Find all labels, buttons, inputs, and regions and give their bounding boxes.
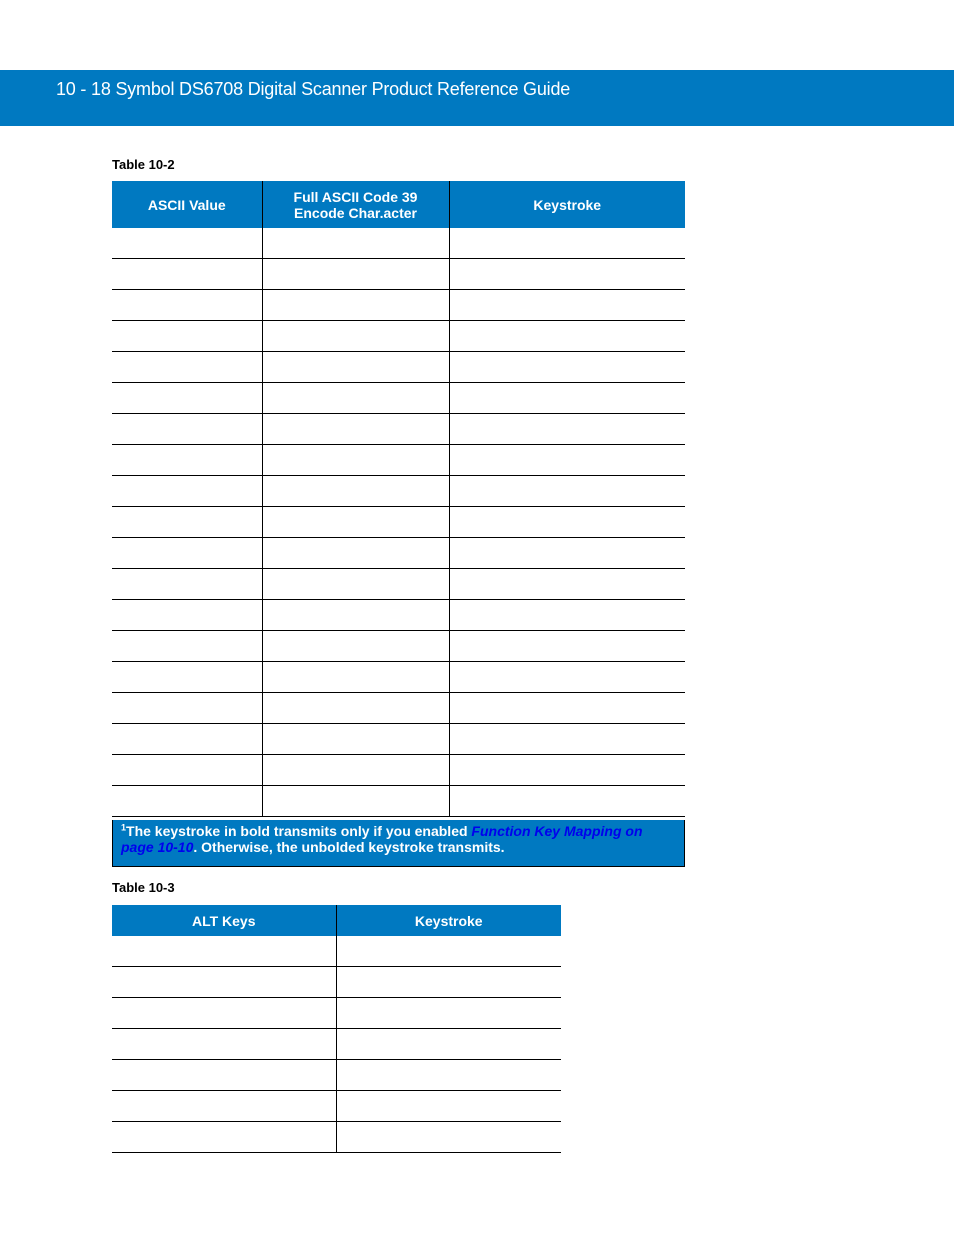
table-cell [112,321,262,352]
footnote-marker: 1 [121,822,127,833]
table-cell [112,352,262,383]
table-cell [449,259,685,290]
table-row [112,967,561,998]
table-cell [112,936,336,967]
table-cell [112,228,262,259]
table-cell [262,662,449,693]
table-cell [262,383,449,414]
table-cell [449,476,685,507]
table-header-row [112,181,685,228]
table-cell [449,507,685,538]
table-cell [449,445,685,476]
table-cell [112,414,262,445]
table-row [112,631,685,662]
table-row [112,352,685,383]
table-cell [262,445,449,476]
table-row [112,662,685,693]
table-cell [262,538,449,569]
table-cell [112,445,262,476]
table-cell [112,1091,336,1122]
table-cell [449,414,685,445]
table-cell [262,569,449,600]
table-cell [262,507,449,538]
column-header-ascii-value: ASCII Value [112,181,262,228]
table-cell [262,259,449,290]
table-cell [449,600,685,631]
column-header-line: Encode Char.acter [294,204,417,221]
table-cell [112,538,262,569]
table-cell [449,290,685,321]
table-cell [449,662,685,693]
table-row [112,445,685,476]
table-cell [336,1122,561,1153]
table-row [112,259,685,290]
table-cell [262,321,449,352]
table-footnote [112,820,685,867]
table-cell [112,1122,336,1153]
table-cell [112,507,262,538]
table-cell [262,352,449,383]
table-cell [112,476,262,507]
table-cell [336,936,561,967]
table-cell [262,693,449,724]
table-row [112,600,685,631]
table-cell [262,755,449,786]
column-header-keystroke: Keystroke [449,181,685,228]
table-cell [336,1091,561,1122]
table-row [112,383,685,414]
table-cell [112,569,262,600]
table-cell [112,600,262,631]
table-cell [449,569,685,600]
table-row [112,507,685,538]
table-cell [262,228,449,259]
table-cell [449,786,685,817]
table-row [112,228,685,259]
table-row [112,1122,561,1153]
table-row [112,569,685,600]
table-row [112,1091,561,1122]
table-row [112,321,685,352]
table-cell [262,786,449,817]
table-cell [262,290,449,321]
table-cell [262,631,449,662]
column-header-alt-keys: ALT Keys [112,905,336,936]
table-row [112,936,561,967]
table-cell [449,755,685,786]
table-cell [112,290,262,321]
table-cell [262,724,449,755]
table-cell [336,1029,561,1060]
table-cell [336,967,561,998]
page-header-title: 10 - 18 Symbol DS6708 Digital Scanner Product Reference Guide [56,79,571,99]
table-row [112,538,685,569]
column-header-keystroke: Keystroke [336,905,561,936]
footnote-text: The keystroke in bold transmits only if you enabled [126,823,472,839]
table-row [112,414,685,445]
table-cell [112,693,262,724]
table-cell [449,538,685,569]
table-cell [112,383,262,414]
table-row [112,290,685,321]
table-header-row [112,905,561,936]
table-cell [449,724,685,755]
table-cell [262,476,449,507]
table-cell [112,662,262,693]
table-cell [112,1060,336,1091]
table-row [112,998,561,1029]
table-cell [449,321,685,352]
table-cell [112,631,262,662]
alt-keys-table [112,905,561,1153]
table-cell [449,693,685,724]
table-cell [112,1029,336,1060]
table-cell [112,967,336,998]
table-row [112,693,685,724]
table-cell [262,600,449,631]
table-cell [336,998,561,1029]
ascii-keystroke-table [112,181,685,817]
table-caption: Table 10-2 [112,157,175,172]
table-cell [449,383,685,414]
table-row [112,1029,561,1060]
column-header-code39-char [262,181,449,228]
table-caption: Table 10-3 [112,880,175,895]
table-cell [112,724,262,755]
table-cell [112,755,262,786]
table-row [112,786,685,817]
table-cell [112,786,262,817]
table-cell [112,998,336,1029]
footnote-text: . Otherwise, the unbolded keystroke transmits. [193,839,505,855]
table-cell [449,631,685,662]
table-cell [336,1060,561,1091]
function-key-mapping-link[interactable]: Function Key Mapping on page 10-10 [121,823,643,855]
column-header-line: Full ASCII Code 39 [293,188,418,205]
table-cell [262,414,449,445]
table-row [112,476,685,507]
table-row [112,755,685,786]
table-cell [449,352,685,383]
table-row [112,724,685,755]
table-row [112,1060,561,1091]
table-cell [112,259,262,290]
table-cell [449,228,685,259]
